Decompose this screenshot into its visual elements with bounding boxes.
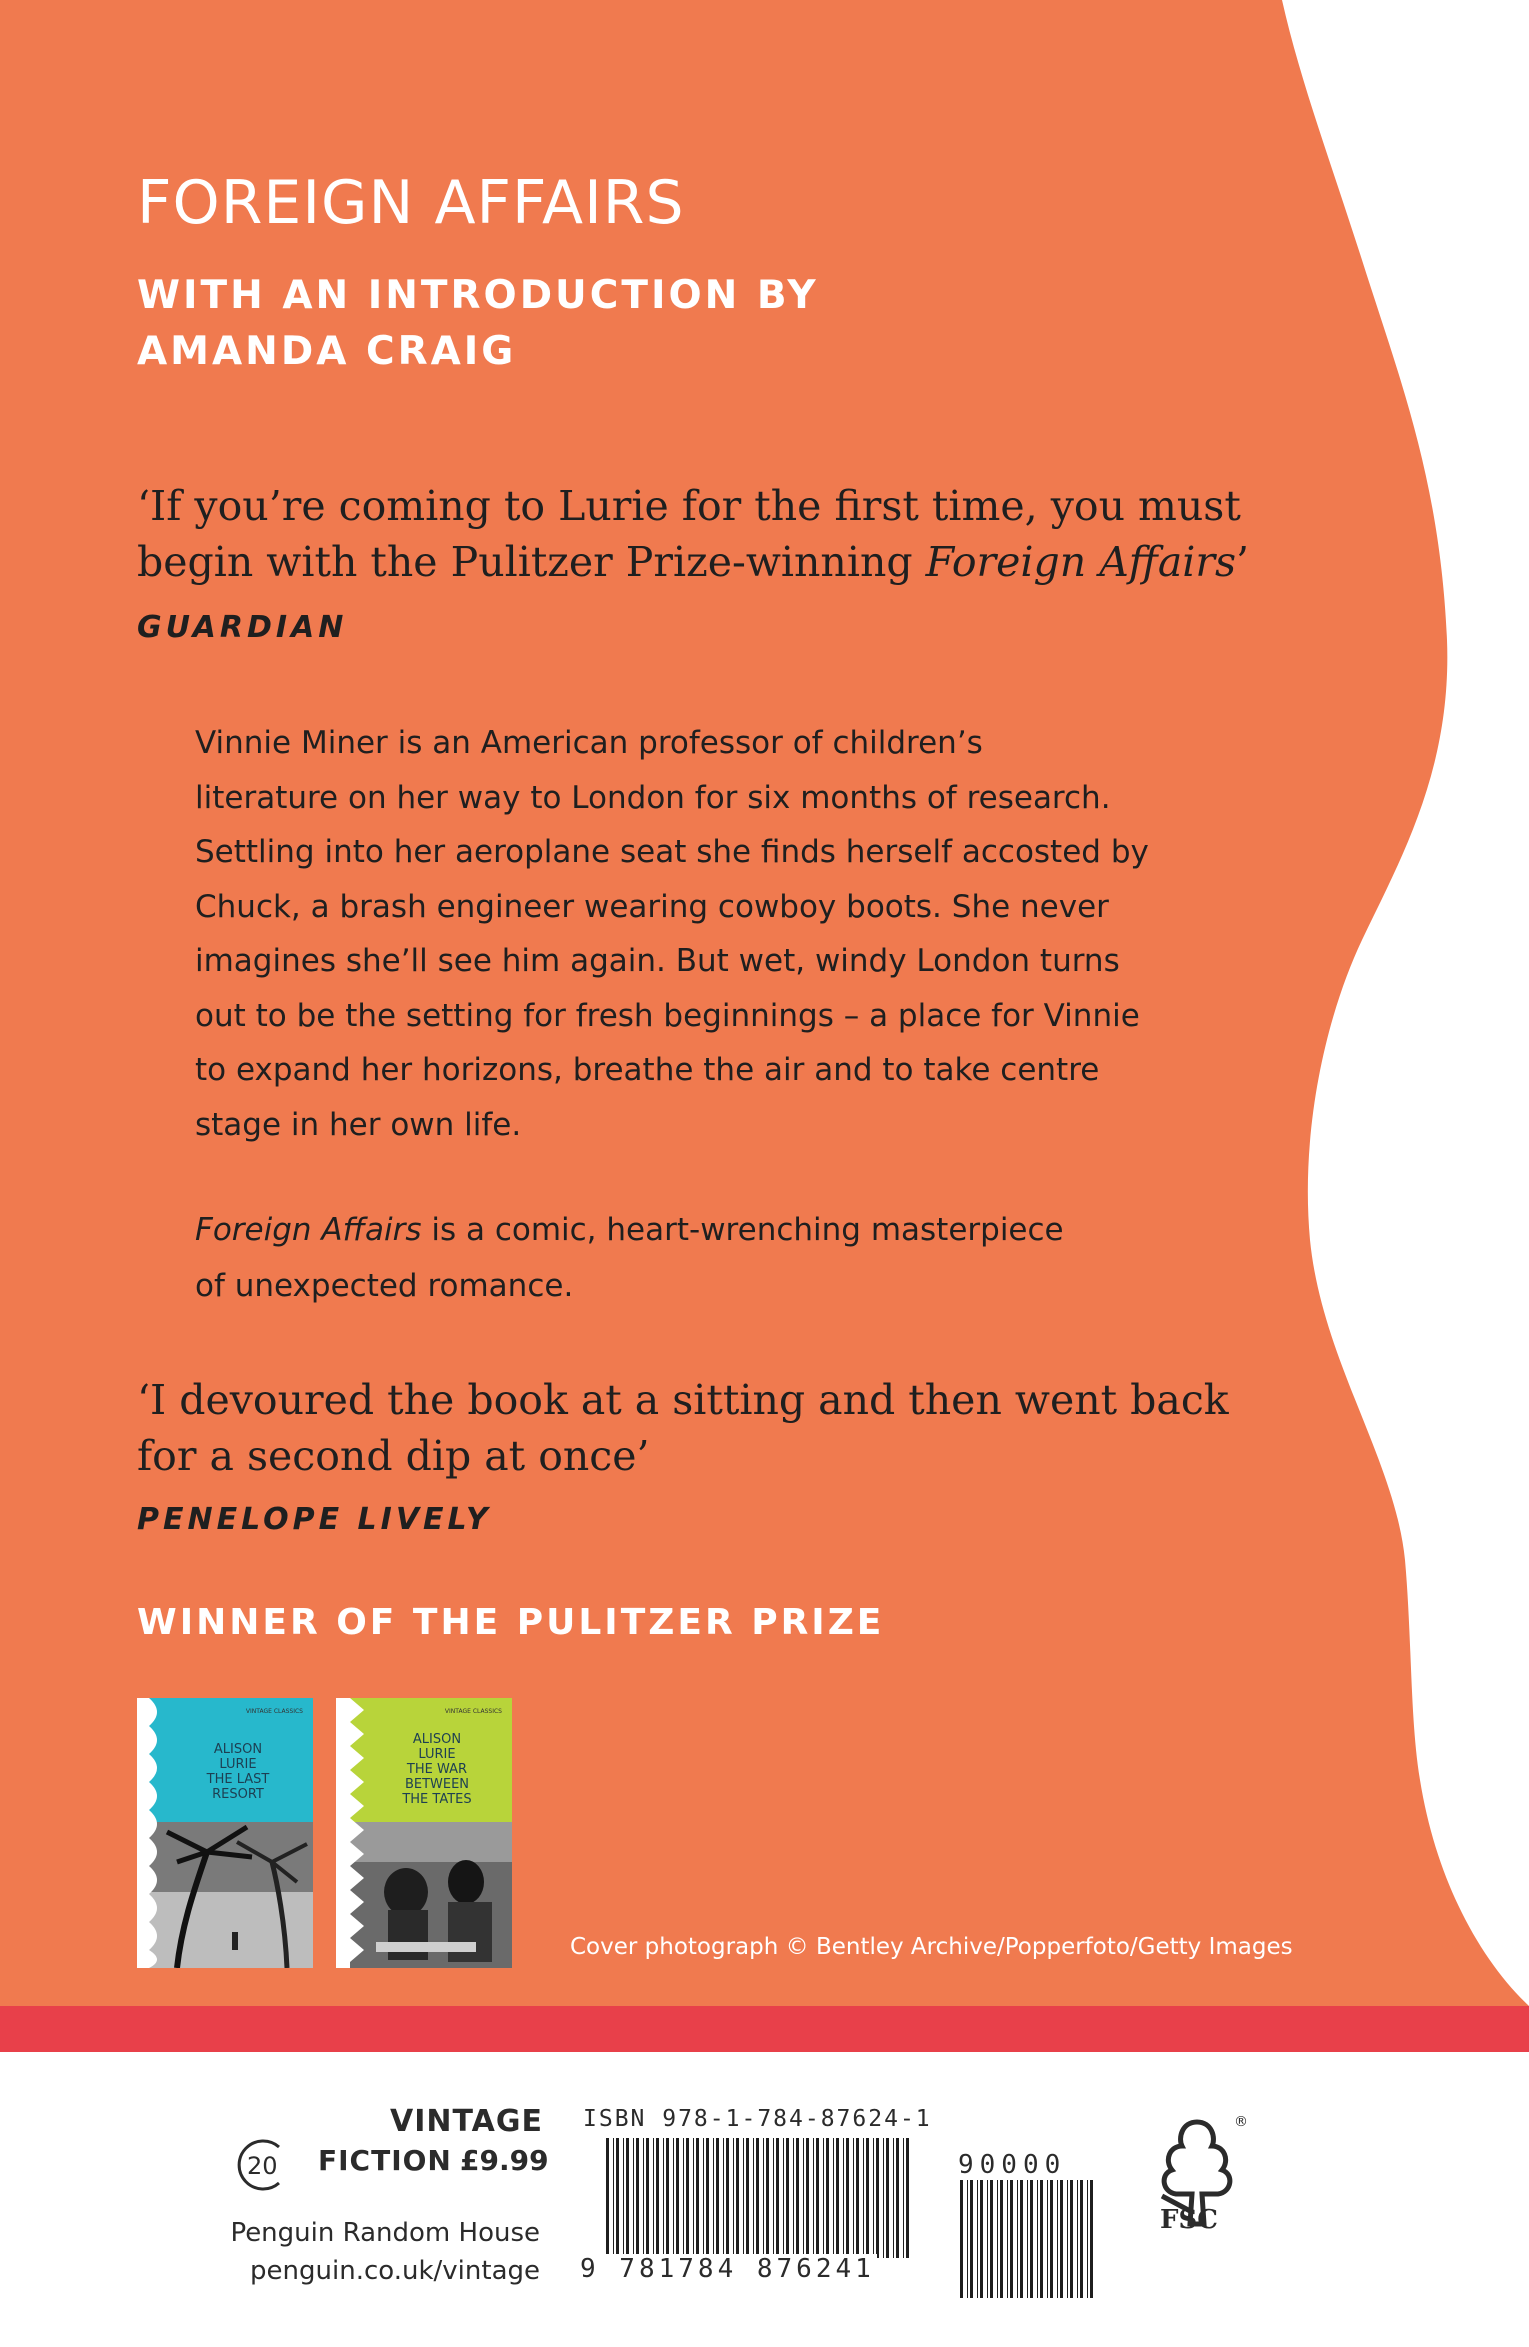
barcode-bar — [1067, 2180, 1068, 2298]
barcode-bar — [796, 2138, 799, 2258]
barcode-bar — [653, 2138, 654, 2258]
subtitle-line-1: WITH AN INTRODUCTION BY — [137, 273, 819, 318]
barcode-bar — [1090, 2180, 1093, 2298]
barcode-bar — [783, 2138, 784, 2258]
barcode-bar — [776, 2138, 779, 2258]
book-series-label: VINTAGE CLASSICS — [444, 1708, 502, 1715]
quote-line-2: for a second dip at once’ — [137, 1432, 650, 1480]
barcode-bar — [977, 2180, 978, 2298]
barcode-bar — [806, 2138, 809, 2258]
barcode-bar — [1010, 2180, 1013, 2298]
barcode-bar — [726, 2138, 729, 2258]
barcode-bar — [693, 2138, 694, 2258]
barcode-bar — [990, 2180, 993, 2298]
book-cover-text: ALISON LURIE THE LAST RESORT — [206, 1742, 270, 1802]
barcode-bar — [1047, 2180, 1048, 2298]
c20-logo-icon — [235, 2137, 291, 2193]
introduction-credit — [137, 268, 819, 380]
subtitle-line-2: AMANDA CRAIG — [137, 329, 517, 374]
barcode-bar — [773, 2138, 774, 2258]
photo-credit: Cover photograph © Bentley Archive/Popperfoto/Getty Images — [570, 1934, 1293, 1960]
barcode-bar — [883, 2138, 884, 2258]
barcode-bar — [1027, 2180, 1028, 2298]
barcode-bar — [646, 2138, 649, 2258]
barcode-bar — [643, 2138, 644, 2258]
barcode-bar — [666, 2138, 669, 2258]
barcode-bar — [713, 2138, 714, 2258]
barcode-bar — [1037, 2180, 1038, 2298]
barcode-bar — [873, 2138, 874, 2258]
quote-book-title: Foreign Affairs — [925, 538, 1237, 586]
book-thumbnail-last-resort — [137, 1698, 313, 1968]
barcode-bar — [793, 2138, 794, 2258]
barcode-bar — [716, 2138, 719, 2258]
barcode-bar — [656, 2138, 659, 2258]
award-statement: WINNER OF THE PULITZER PRIZE — [137, 1602, 885, 1643]
barcode-bar — [1087, 2180, 1088, 2298]
synopsis-line: imagines she’ll see him again. But wet, windy London turns — [195, 943, 1120, 979]
scalloped-edge — [137, 1698, 167, 1968]
fsc-registered-mark: ® — [1234, 2114, 1248, 2130]
barcode-bar — [893, 2138, 894, 2258]
synopsis-line: literature on her way to London for six months of research. — [195, 779, 1111, 816]
synopsis-line: to expand her horizons, breathe the air and to take centre — [195, 1052, 1100, 1088]
barcode-number: 9 781784 876241 — [580, 2254, 875, 2284]
barcode-bar — [987, 2180, 988, 2298]
barcode-bar — [613, 2138, 614, 2258]
book-series-label: VINTAGE CLASSICS — [245, 1708, 303, 1715]
barcode-bar — [1077, 2180, 1078, 2298]
guardian-quote — [137, 478, 1249, 590]
barcode-bar — [856, 2138, 859, 2258]
barcode-bar — [1070, 2180, 1073, 2298]
synopsis-line: Vinnie Miner is an American professor of children’s — [195, 725, 983, 761]
barcode-bar — [826, 2138, 829, 2258]
barcode-bar — [753, 2138, 754, 2258]
synopsis-line: Settling into her aeroplane seat she finds herself accosted by — [195, 834, 1149, 870]
quote-line-2: begin with the Pulitzer Prize-winning Foreign Affairs’ — [137, 538, 1250, 586]
barcode-bar — [623, 2138, 624, 2258]
quote-line-1: ‘If you’re coming to Lurie for the first time, you must — [137, 482, 1241, 530]
barcode-bar — [743, 2138, 744, 2258]
isbn-text: ISBN 978-1-784-87624-1 — [583, 2106, 932, 2132]
barcode-bar — [970, 2180, 973, 2298]
quote-source-guardian: GUARDIAN — [137, 610, 348, 645]
zigzag-edge — [336, 1698, 366, 1968]
barcode-bar — [626, 2138, 629, 2258]
barcode-bar — [1060, 2180, 1063, 2298]
barcode-bar — [786, 2138, 789, 2258]
barcode-bar — [756, 2138, 759, 2258]
barcode-bar — [606, 2138, 609, 2258]
barcode-bar — [863, 2138, 864, 2258]
barcode-bar — [816, 2138, 819, 2258]
barcode-bar — [1007, 2180, 1008, 2298]
synopsis-line: Chuck, a brash engineer wearing cowboy boots. She never — [195, 888, 1109, 925]
price-addon-barcode — [958, 2180, 1098, 2298]
fsc-label: FSC — [1160, 2205, 1218, 2235]
barcode-bar — [833, 2138, 834, 2258]
barcode-bar — [967, 2180, 968, 2298]
quote-line-1: ‘I devoured the book at a sitting and then went back — [137, 1376, 1229, 1424]
closing-book-title: Foreign Affairs — [195, 1212, 422, 1248]
barcode-bar — [846, 2138, 849, 2258]
book-title: FOREIGN AFFAIRS — [137, 168, 685, 238]
price-addon-number: 90000 — [958, 2150, 1067, 2180]
synopsis-closing — [195, 1202, 1064, 1314]
barcode-bar — [853, 2138, 854, 2258]
barcode-bar — [1080, 2180, 1083, 2298]
barcode-bar — [866, 2138, 869, 2258]
barcode-bar — [746, 2138, 749, 2258]
barcode-bar — [723, 2138, 724, 2258]
barcode-bar — [1057, 2180, 1058, 2298]
barcode-bar — [663, 2138, 664, 2258]
barcode-bar — [1017, 2180, 1018, 2298]
barcode-bar — [616, 2138, 619, 2258]
closing-line-1: Foreign Affairs is a comic, heart-wrenching masterpiece — [195, 1212, 1064, 1248]
accent-stripe — [0, 2006, 1529, 2052]
synopsis-line: stage in her own life. — [195, 1106, 522, 1143]
barcode-bar — [1030, 2180, 1033, 2298]
book-thumbnail-war-between-tates — [336, 1698, 512, 1968]
barcode-bar — [823, 2138, 824, 2258]
barcode-bar — [997, 2180, 998, 2298]
barcode-bar — [733, 2138, 734, 2258]
barcode-bar — [633, 2138, 634, 2258]
price-label: £9.99 — [460, 2144, 549, 2177]
barcode-bar — [980, 2180, 983, 2298]
publisher-website: penguin.co.uk/vintage — [250, 2256, 540, 2286]
barcode-bar — [886, 2138, 889, 2258]
barcode-bar — [676, 2138, 679, 2258]
barcode-bar — [673, 2138, 674, 2258]
barcode-bar — [1000, 2180, 1003, 2298]
barcode-bar — [686, 2138, 689, 2258]
publisher-name: Penguin Random House — [230, 2218, 540, 2248]
book-cover-text: ALISON LURIE THE WAR BETWEEN THE TATES — [402, 1732, 472, 1807]
closing-line-2: of unexpected romance. — [195, 1268, 574, 1304]
barcode-bar — [803, 2138, 804, 2258]
barcode-bar — [636, 2138, 639, 2258]
barcode-bar — [813, 2138, 814, 2258]
barcode-bar — [683, 2138, 684, 2258]
barcode-bar — [766, 2138, 769, 2258]
barcode-bar — [763, 2138, 764, 2258]
c20-label: 20 — [247, 2152, 278, 2180]
barcode-bar — [736, 2138, 739, 2258]
imprint-name: VINTAGE — [390, 2104, 543, 2139]
barcode-bar — [1040, 2180, 1043, 2298]
synopsis — [195, 716, 1155, 1152]
barcode-bar — [1050, 2180, 1053, 2298]
barcode-bar — [960, 2180, 963, 2298]
barcode-bar — [706, 2138, 709, 2258]
quote-source-lively: PENELOPE LIVELY — [137, 1502, 492, 1537]
synopsis-line: out to be the setting for fresh beginnings – a place for Vinnie — [195, 997, 1140, 1034]
publisher-info — [200, 2214, 540, 2290]
barcode-bar — [1020, 2180, 1023, 2298]
barcode-bar — [836, 2138, 839, 2258]
barcode-bar — [896, 2138, 899, 2258]
barcode-bar — [703, 2138, 704, 2258]
lively-quote — [137, 1372, 1229, 1484]
barcode-bar — [696, 2138, 699, 2258]
barcode-bar — [903, 2138, 904, 2258]
barcode-bar — [906, 2138, 909, 2258]
barcode-bar — [876, 2138, 879, 2258]
genre-label: FICTION — [318, 2144, 452, 2177]
barcode-bar — [843, 2138, 844, 2258]
